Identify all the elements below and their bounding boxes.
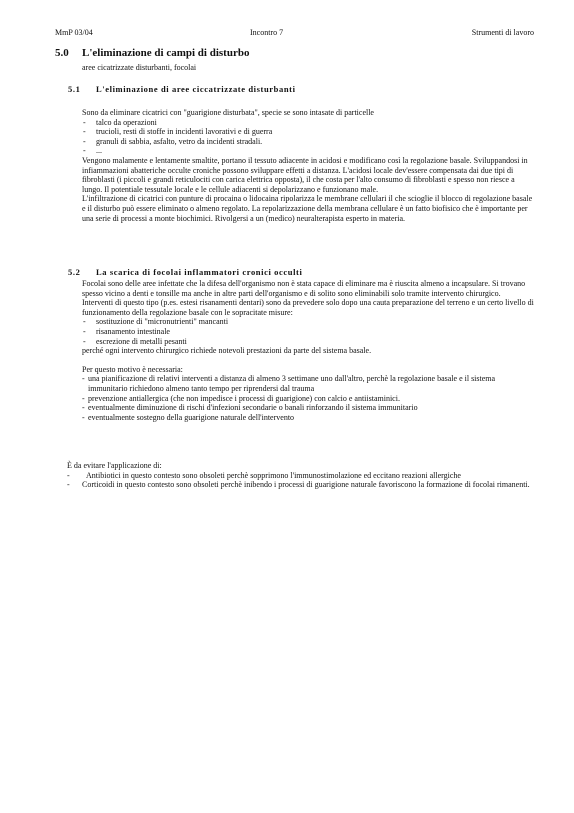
subsection-1-paragraph-2: L'infiltrazione di cicatrici con punture di procaina o lidocaina ripolarizza le membrane cellulari il che scioglie il blocco di regolazione basale e il disturbo può essere eliminato o almeno regolato. La repolarizzazione della membrana cellulare è un fatto biofisico che è importante per una serie di processi a monte biochimici. Rivolgersi a un (medico) neuralterapista esperto in materia. (82, 194, 533, 223)
avoid-section (55, 461, 535, 490)
subsection-2-paragraph-1: Focolai sono delle aree infettate che la difesa dell'organismo non è stata capace di eliminare ma è riuscita almeno a incapsulare. Si trovano spesso vicino a denti e tonsille ma anche in altre parti dell'organismo e di solito sono eliminabili solo tramite intervento chirurgico. (82, 279, 526, 298)
subsection-1-body (82, 108, 534, 223)
particles-list (82, 118, 534, 156)
subsection-1-intro: Sono da eliminare cicatrici con "guarigione disturbata", specie se sono intasate di particelle (82, 108, 374, 117)
subsection-2-number: 5.2 (68, 267, 81, 277)
list-item: - sostituzione di "micronutrienti" mancanti (82, 317, 534, 327)
necessity-list (82, 374, 534, 422)
subsection-1-title: L'eliminazione di aree ciccatrizzate disturbanti (96, 84, 296, 94)
header-session: Incontro 7 (250, 28, 284, 37)
avoid-item-corticoids: - Corticoidi in questo contesto sono obsoleti perchè inibendo i processi di guarigione naturale favoriscono la formazione di focolai rimanenti. (67, 480, 530, 490)
page-header (55, 28, 534, 40)
header-course-code: MmP 03/04 (55, 28, 93, 37)
subsection-1-number: 5.1 (68, 84, 81, 94)
list-item: - risanamento intestinale (82, 327, 534, 337)
subsection-1-paragraph-1: Vengono malamente e lentamente smaltite, portano il tessuto adiacente in acidosi e modificano così la regolazione basale. Sviluppandosi in infiammazioni abatteriche occulte croniche possono sviluppare effetti a distanza. L'acidosi locale dev'essere compensata dai due tipi di fibroblasti (i piccoli e grandi reticulociti con carica elettrica opposta), il che costa per l'alto consumo di fibroblasti e spesso non riesce a lungo. Il potentiale tessutale locale e le cellule adiacenti si depolarizzano e funzionano male. (82, 155, 528, 194)
avoid-intro: È da evitare l'applicazione di: (67, 461, 162, 470)
list-item: - trucioli, resti di stoffe in incidenti lavorativi e di guerra (82, 127, 534, 137)
section-subtitle: aree cicatrizzate disturbanti, focolai (82, 63, 197, 72)
preparation-list (82, 317, 534, 346)
list-item: - talco da operazioni (82, 118, 534, 128)
section-title: L'eliminazione di campi di disturbo (82, 47, 250, 59)
section-number: 5.0 (55, 47, 69, 59)
list-item: - eventualmente diminuzione di rischi d'infezioni secondarie o banali rinforzando il sistema immunitario (82, 403, 534, 413)
list-item: - eventualmente sostegno della guarigione naturale dell'intervento (82, 413, 534, 423)
avoid-item-text: Antibiotici in questo contesto sono obsoleti perchè sopprimono l'immunostimolazione ed eccitano reazioni allergiche (86, 470, 461, 480)
list-item: - escrezione di metalli pesanti (82, 337, 534, 347)
header-topic: Strumenti di lavoro (471, 28, 534, 37)
subsection-2-title: La scarica di focolai inflammatori cronici occulti (96, 267, 303, 277)
subsection-2-paragraph-2: Interventi di questo tipo (p.es. estesi risanamenti dentari) sono da prevedere solo dopo una cauta preparazione del terreno e un certo livello di funzionamento della regolazione basale con le sopracitate misure: (82, 298, 534, 317)
subsection-2-paragraph-4: Per questo motivo è necessaria: (82, 364, 183, 374)
avoid-item-text: Corticoidi in questo contesto sono obsoleti perchè inibendo i processi di guarigione naturale favoriscono la formazione di focolai rimanenti. (82, 480, 530, 490)
avoid-item-antibiotics: - Antibiotici in questo contesto sono obsoleti perchè sopprimono l'immunostimolazione ed eccitano reazioni allergiche (67, 470, 461, 480)
list-item: - prevenzione antiallergica (che non impedisce i processi di guarigione) con calcio e antiistaminici. (82, 394, 534, 404)
list-item: - granuli di sabbia, asfalto, vetro da incidenti stradali. (82, 137, 534, 147)
subsection-2-paragraph-3: perché ogni intervento chirurgico richiede notevoli prestazioni da parte del sistema basale. (82, 346, 372, 356)
list-item: - ... (82, 146, 534, 156)
list-item: - una pianificazione di relativi interventi a distanza di almeno 3 settimane uno dall'altro, perchè la regolazione basale e il sistema immunitario richiedono almeno tanto tempo per riprendersi dal trauma (82, 374, 534, 393)
subsection-2-body (82, 279, 534, 422)
